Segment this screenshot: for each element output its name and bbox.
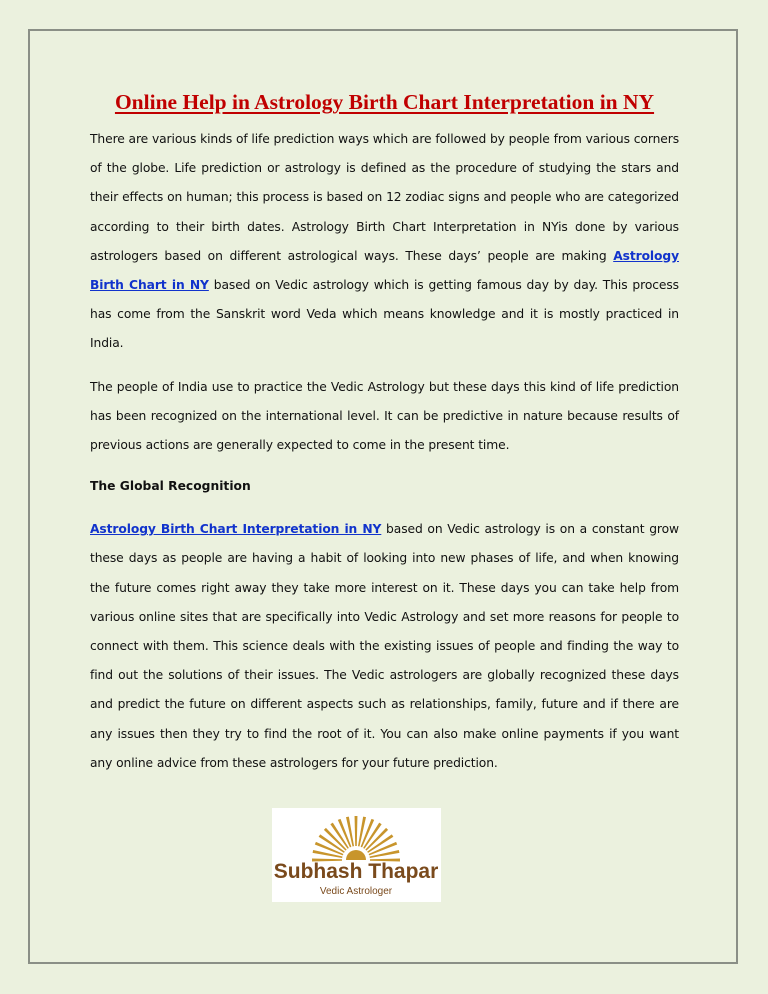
document-content <box>90 90 679 792</box>
birth-chart-interpretation-link[interactable]: Astrology Birth Chart Interpretation in NY <box>90 522 382 537</box>
paragraph-intro-text-after: based on Vedic astrology which is getting famous day by day. This process has come from the Sanskrit word Veda which means knowledge and it is mostly practiced in India. <box>90 278 679 351</box>
logo-name: Subhash Thapar <box>273 860 439 883</box>
sunburst-logo-icon <box>272 808 441 902</box>
sun-ray <box>313 850 343 858</box>
sun-ray <box>355 816 358 846</box>
paragraph-global-text: based on Vedic astrology is on a constant grow these days as people are having a habit of looking into new phases of life, and when knowing the future comes right away they take more interest on it. These days you can take help from various online sites that are specifically into Vedic Astrology and set more reasons for people to connect with them. This science deals with the existing issues of people and finding the way to find out the solutions of their issues. The Vedic astrologers are globally recognized these days and predict the future on different aspects such as relationships, family, future and if there are any issues then they try to find the root of it. You can also make online payments if you want any online advice from these astrologers for your future prediction. <box>90 522 679 770</box>
paragraph-intro-text-before: There are various kinds of life prediction ways which are followed by people from various corners of the globe. Life prediction or astrology is defined as the procedure of studying the stars and their effects on human; this process is based on 12 zodiac signs and people who are categorized according to their birth dates. Astrology Birth Chart Interpretation in NYis done by various astrologers based on different astrological ways. These days’ people are making <box>90 132 679 263</box>
subheading-global-recognition: The Global Recognition <box>90 479 251 494</box>
paragraph-global <box>90 515 679 778</box>
sun-rays <box>312 816 400 861</box>
paragraph-india: The people of India use to practice the Vedic Astrology but these days this kind of life prediction has been recognized on the international level. It can be predictive in nature because results of previous actions are generally expected to come in the present time. <box>90 379 679 453</box>
birth-chart-link[interactable]: Astrology Birth Chart in NY <box>90 248 679 293</box>
logo-image <box>272 808 441 902</box>
sun-ray <box>358 817 366 847</box>
logo-tagline: Vedic Astrologer <box>319 886 393 897</box>
sun-core <box>346 850 366 860</box>
paragraph-intro <box>90 125 679 359</box>
sun-ray <box>370 850 400 858</box>
sun-ray <box>346 817 354 847</box>
document-title: Online Help in Astrology Birth Chart Interpretation in NY <box>114 90 655 114</box>
